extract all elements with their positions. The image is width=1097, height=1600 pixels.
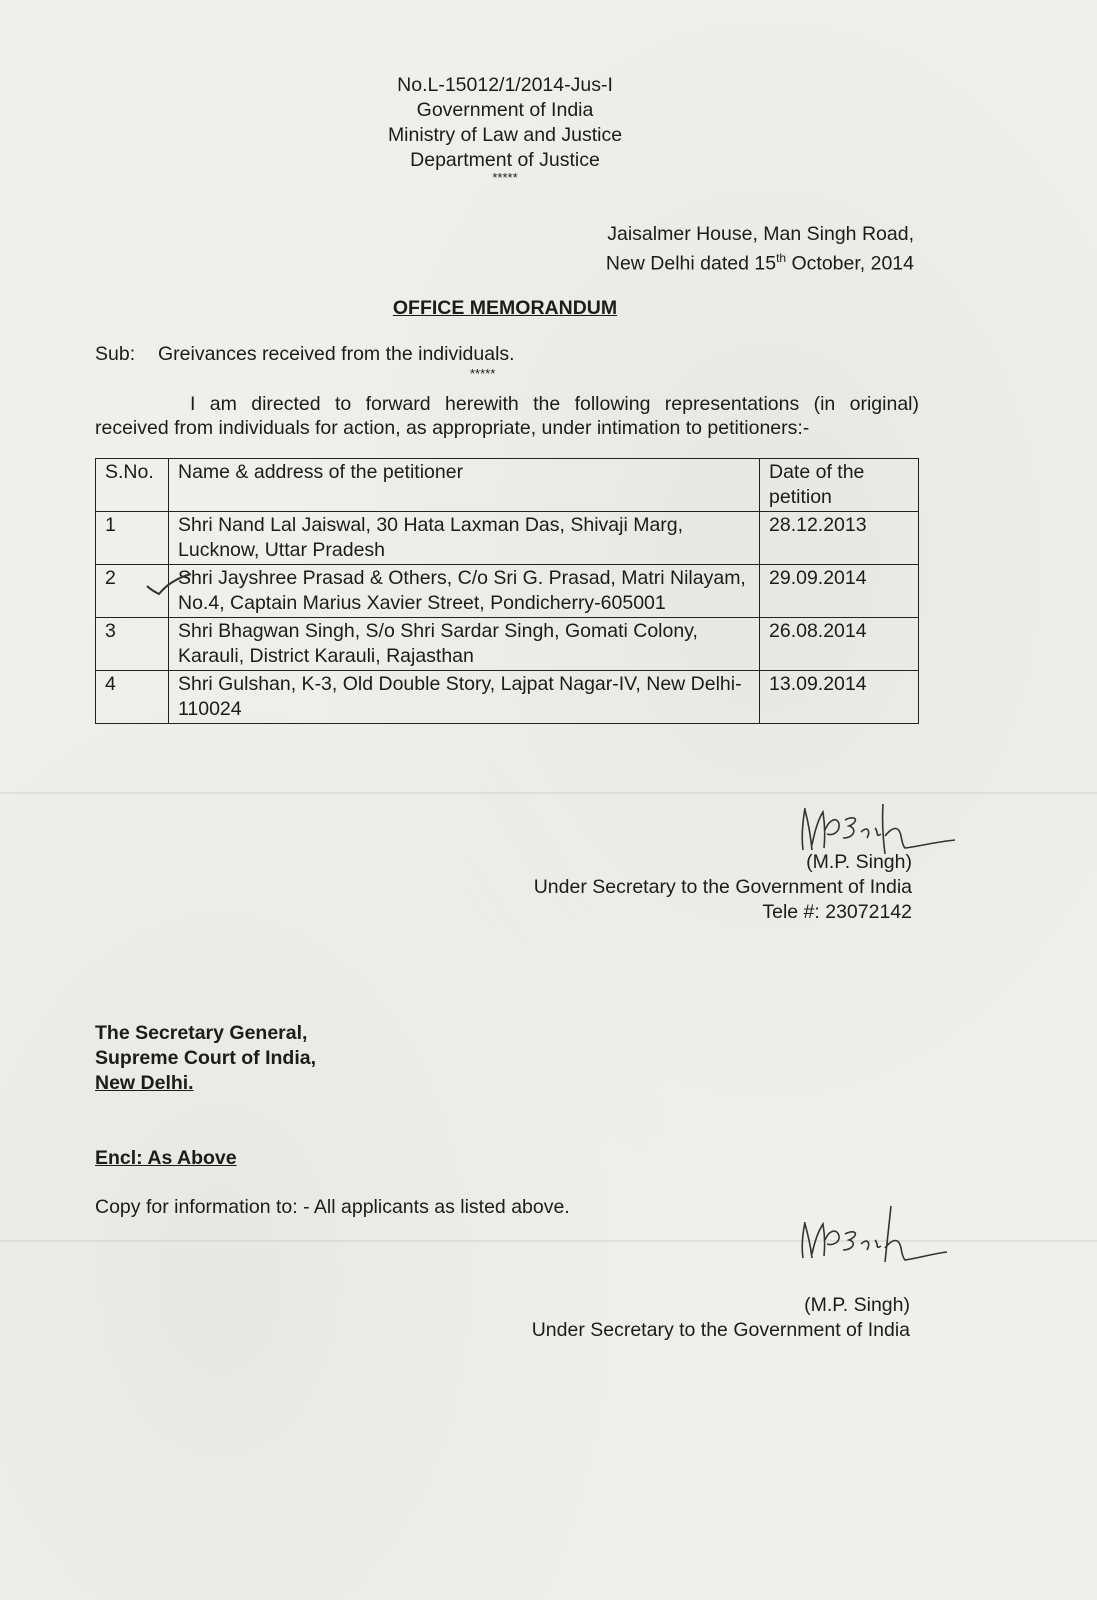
header-separator: ***** — [492, 170, 518, 185]
cell-date: 13.09.2014 — [760, 671, 919, 724]
reference-number: No.L-15012/1/2014-Jus-I — [397, 74, 613, 96]
cell-name-address: Shri Nand Lal Jaiswal, 30 Hata Laxman Das, Shivaji Marg, Lucknow, Uttar Pradesh — [169, 512, 760, 565]
org-line-government: Government of India — [416, 99, 594, 121]
signatory-1-tele: Tele #: 23072142 — [762, 901, 912, 923]
cell-sno: 2 — [96, 565, 169, 618]
cell-name-address: Shri Bhagwan Singh, S/o Shri Sardar Singh, Gomati Colony, Karauli, District Karauli, Rajasthan — [169, 618, 760, 671]
subject-label: Sub: — [95, 343, 136, 365]
table-row — [96, 565, 919, 618]
dated-line — [606, 246, 914, 277]
header-date: Date of the petition — [760, 459, 919, 512]
tick-mark-icon — [145, 572, 195, 602]
body-line-2: received from individuals for action, as appropriate, under intimation to petitioners:- — [95, 417, 810, 439]
memo-title: OFFICE MEMORANDUM — [392, 297, 618, 319]
cell-name-address: Shri Jayshree Prasad & Others, C/o Sri G. Prasad, Matri Nilayam, No.4, Captain Marius Xavier Street, Pondicherry-605001 — [169, 565, 760, 618]
subject-text: Greivances received from the individuals. — [158, 343, 515, 365]
cell-sno: 3 — [96, 618, 169, 671]
recipient-line-2: Supreme Court of India, — [95, 1047, 317, 1069]
cell-date: 28.12.2013 — [760, 512, 919, 565]
date-superscript: th — [776, 251, 787, 265]
header-name-address: Name & address of the petitioner — [169, 459, 760, 512]
address-line: Jaisalmer House, Man Singh Road, — [607, 223, 914, 245]
recipient-line-1: The Secretary General, — [95, 1022, 308, 1044]
cell-sno: 1 — [96, 512, 169, 565]
signatory-1-designation: Under Secretary to the Government of India — [533, 876, 912, 898]
enclosure-note: Encl: As Above — [95, 1147, 237, 1169]
body-line-1: I am directed to forward herewith the following representations (in original) — [190, 393, 919, 415]
cell-name-address: Shri Gulshan, K-3, Old Double Story, Lajpat Nagar-IV, New Delhi-110024 — [169, 671, 760, 724]
cell-sno: 4 — [96, 671, 169, 724]
signatory-1-name: (M.P. Singh) — [806, 851, 912, 873]
date-prefix: New Delhi dated 15 — [605, 252, 777, 275]
header-sno: S.No. — [96, 459, 169, 512]
subject-separator: ***** — [470, 366, 496, 381]
table-row — [96, 618, 919, 671]
table-row — [96, 512, 919, 565]
date-suffix: October, 2014 — [786, 252, 914, 275]
table-header-row — [96, 459, 919, 512]
cell-date: 26.08.2014 — [760, 618, 919, 671]
org-line-department: Department of Justice — [410, 149, 600, 171]
signature-2-icon — [795, 1200, 955, 1270]
copy-to-note: Copy for information to: - All applicants as listed above. — [95, 1196, 570, 1218]
cell-date: 29.09.2014 — [760, 565, 919, 618]
org-line-ministry: Ministry of Law and Justice — [387, 124, 623, 146]
recipient-line-3: New Delhi. — [95, 1072, 194, 1094]
signatory-2-name: (M.P. Singh) — [804, 1294, 910, 1316]
petitions-table — [95, 458, 919, 724]
signatory-2-designation: Under Secretary to the Government of India — [531, 1319, 910, 1341]
table-row — [96, 671, 919, 724]
